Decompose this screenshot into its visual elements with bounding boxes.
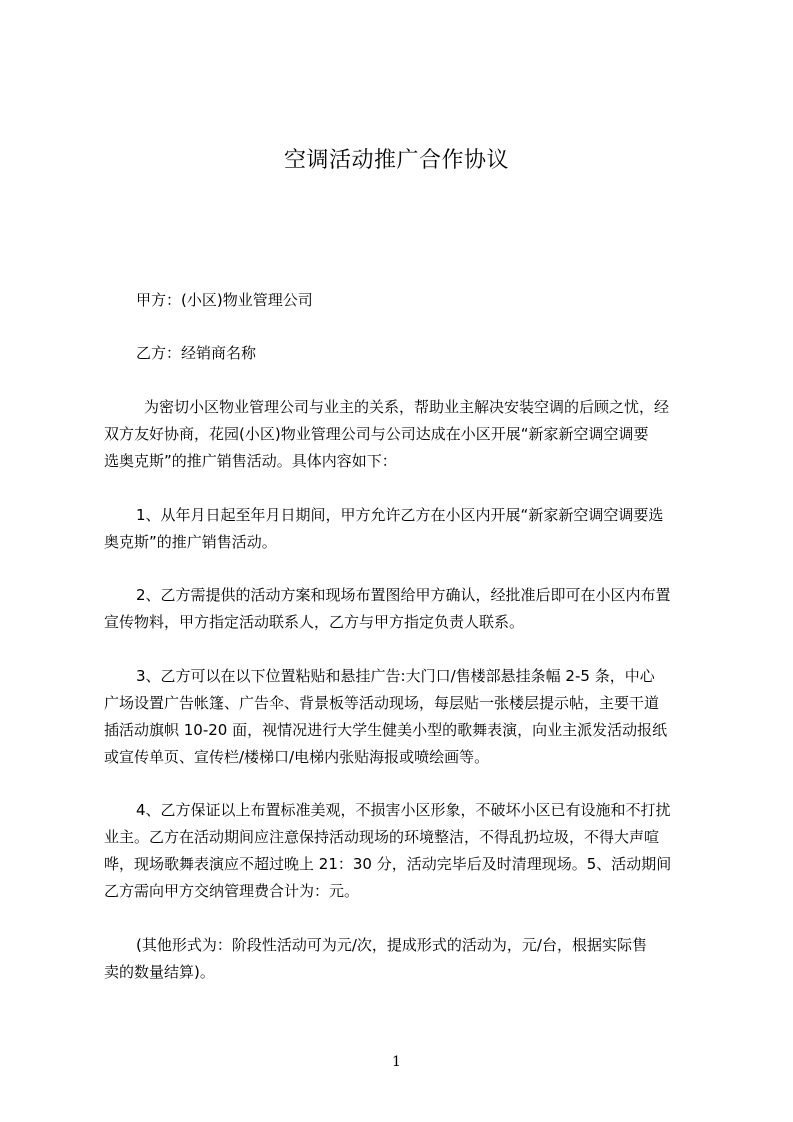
clause-4-line-2: 业主。乙方在活动期间应注意保持活动现场的环境整洁，不得乱扔垃圾，不得大声喧	[104, 828, 660, 846]
other-forms-line-2: 卖的数量结算)。	[104, 963, 215, 981]
page-number: 1	[392, 1054, 401, 1070]
clause-3-line-1: 3、乙方可以在以下位置粘贴和悬挂广告:大门口/售楼部悬挂条幅 2-5 条，中心	[136, 667, 655, 685]
party-b: 乙方：经销商名称	[136, 344, 257, 362]
party-a: 甲方：(小区)物业管理公司	[136, 291, 313, 309]
clause-1-line-1: 1、从年月日起至年月日期间，甲方允许乙方在小区内开展“新家新空调空调要选	[136, 506, 664, 524]
other-forms-line-1: (其他形式为：阶段性活动可为元/次，提成形式的活动为，元/台，根据实际售	[136, 936, 647, 954]
document-title: 空调活动推广合作协议	[283, 148, 509, 173]
clause-2-line-2: 宣传物料，甲方指定活动联系人，乙方与甲方指定负责人联系。	[104, 613, 525, 631]
clause-3-line-4: 或宣传单页、宣传栏/楼梯口/电梯内张贴海报或喷绘画等。	[104, 748, 490, 766]
clause-1-line-2: 奥克斯”的推广销售活动。	[104, 533, 277, 551]
clause-4-line-3: 哗，现场歌舞表演应不超过晚上 21：30 分，活动完毕后及时清理现场。5、活动期间	[104, 855, 672, 873]
clause-4-line-4: 乙方需向甲方交纳管理费合计为：元。	[104, 882, 360, 900]
intro-line-1: 为密切小区物业管理公司与业主的关系，帮助业主解决安装空调的后顾之忧，经	[144, 398, 670, 416]
clause-3-line-2: 广场设置广告帐篷、广告伞、背景板等活动现场，每层贴一张楼层提示帖，主要干道	[104, 694, 660, 712]
intro-line-3: 选奥克斯”的推广销售活动。具体内容如下：	[104, 452, 397, 470]
clause-2-line-1: 2、乙方需提供的活动方案和现场布置图给甲方确认，经批准后即可在小区内布置	[136, 586, 671, 604]
clause-4-line-1: 4、乙方保证以上布置标准美观，不损害小区形象，不破坏小区已有设施和不打扰	[136, 801, 671, 819]
intro-line-2: 双方友好协商，花园(小区)物业管理公司与公司达成在小区开展“新家新空调空调要	[104, 425, 649, 443]
clause-3-line-3: 插活动旗帜 10-20 面，视情况进行大学生健美小型的歌舞表演，向业主派发活动报纸	[104, 721, 668, 739]
